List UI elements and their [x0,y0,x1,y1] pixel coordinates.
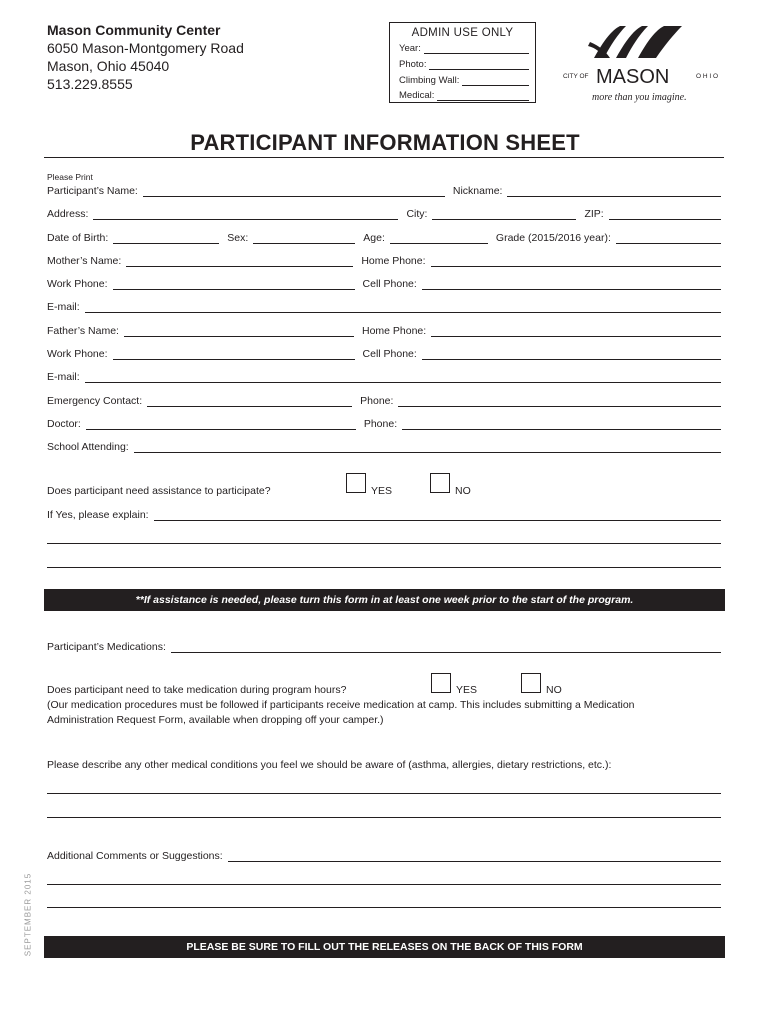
age-field[interactable] [390,235,488,244]
comments-field[interactable] [228,853,721,862]
releases-notice-band: PLEASE BE SURE TO FILL OUT THE RELEASES ON THE BACK OF THIS FORM [44,936,725,958]
doctor-phone-field[interactable] [402,421,721,430]
conditions-line-2[interactable] [47,817,721,818]
emergency-phone-label: Phone: [360,395,394,407]
father-cell-phone-label: Cell Phone: [362,348,417,360]
mother-email-field[interactable] [85,304,721,313]
org-name: Mason Community Center [47,22,221,38]
admin-use-box [389,22,536,103]
row-doctor [47,416,721,430]
page-title: PARTICIPANT INFORMATION SHEET [190,130,580,155]
logo-mason: MASON [596,66,670,88]
father-email-field[interactable] [85,374,721,383]
fathers-name-field[interactable] [124,328,354,337]
doctor-label: Doctor: [47,418,81,430]
mother-home-phone-field[interactable] [431,258,721,267]
medication-no-checkbox[interactable] [521,673,541,693]
mother-cell-phone-label: Cell Phone: [362,278,417,290]
emergency-contact-label: Emergency Contact: [47,395,143,407]
if-yes-field[interactable] [154,512,721,521]
row-if-yes [47,507,721,521]
admin-medical-field[interactable]: Medical: [399,90,529,101]
assistance-yes-label: YES [371,485,393,497]
father-work-phone-label: Work Phone: [47,348,108,360]
medical-conditions-question: Please describe any other medical conditions you feel we should be aware of (asthma, allergies, dietary restrictions, etc.): [47,759,612,771]
title-divider [44,157,724,158]
address-label: Address: [47,208,89,220]
explain-line-2[interactable] [47,567,721,568]
address-line2: Mason, Ohio 45040 [47,58,170,74]
assistance-no-checkbox[interactable] [430,473,450,493]
admin-photo-field[interactable]: Photo: [399,59,529,70]
mother-home-phone-label: Home Phone: [361,255,426,267]
row-mother-email [47,299,721,313]
medication-no-label: NO [546,684,562,696]
conditions-line-1[interactable] [47,793,721,794]
comments-line-2[interactable] [47,907,721,908]
city-label: City: [406,208,428,220]
row-comments [47,848,721,862]
address-line1: 6050 Mason-Montgomery Road [47,40,244,56]
admin-year-field[interactable]: Year: [399,43,529,54]
assistance-question: Does participant need assistance to participate? [47,485,271,497]
nickname-label: Nickname: [452,185,503,197]
zip-label: ZIP: [584,208,604,220]
assistance-notice-band: **If assistance is needed, please turn this form in at least one week prior to the start of the program. [44,589,725,611]
emergency-contact-field[interactable] [147,398,352,407]
org-phone: 513.229.8555 [47,76,133,92]
medication-question: Does participant need to take medication during program hours? [47,684,347,696]
mother-work-phone-field[interactable] [113,281,355,290]
logo-ohio: O H I O [696,73,719,80]
emergency-phone-field[interactable] [398,398,721,407]
dob-label: Date of Birth: [47,232,109,244]
sex-field[interactable] [253,235,355,244]
row-father-email [47,369,721,383]
address-field[interactable] [93,211,398,220]
admin-climbing-field[interactable]: Climbing Wall: [399,75,529,86]
city-of-mason-logo [560,20,730,105]
if-yes-label: If Yes, please explain: [47,509,149,521]
mothers-name-field[interactable] [126,258,353,267]
school-field[interactable] [134,444,721,453]
school-label: School Attending: [47,441,129,453]
row-emergency [47,393,721,407]
grade-field[interactable] [616,235,721,244]
row-medications [47,639,721,653]
nickname-field[interactable] [507,188,721,197]
mother-email-label: E-mail: [47,301,80,313]
please-print-note: Please Print [47,172,93,182]
city-field[interactable] [432,211,576,220]
participant-name-label: Participant’s Name: [47,185,138,197]
medications-label: Participant’s Medications: [47,641,166,653]
doctor-phone-label: Phone: [363,418,398,430]
row-father-work [47,346,721,360]
father-home-phone-label: Home Phone: [361,325,427,337]
father-work-phone-field[interactable] [113,351,355,360]
assistance-yes-checkbox[interactable] [346,473,366,493]
explain-line-1[interactable] [47,543,721,544]
father-email-label: E-mail: [47,371,80,383]
row-dob [47,230,721,244]
medication-note-2: Administration Request Form, available when dropping off your camper.) [47,714,384,726]
row-father [47,323,721,337]
participant-name-field[interactable] [143,188,445,197]
revision-date: SEPTEMBER 2015 [23,872,33,957]
row-mother-work [47,276,721,290]
row-mother [47,253,721,267]
admin-title: ADMIN USE ONLY [411,27,514,39]
dob-field[interactable] [113,235,219,244]
age-label: Age: [363,232,385,244]
grade-label: Grade (2015/2016 year): [495,232,611,244]
medication-note-1: (Our medication procedures must be followed if participants receive medication at camp. This includes submitting a Medication [47,699,635,711]
row-participant [47,183,721,197]
row-address [47,206,721,220]
assistance-no-label: NO [455,485,471,497]
father-cell-phone-field[interactable] [422,351,721,360]
medication-yes-label: YES [456,684,478,696]
mother-work-phone-label: Work Phone: [47,278,108,290]
logo-tagline: more than you imagine. [592,92,687,103]
medications-field[interactable] [171,644,721,653]
mother-cell-phone-field[interactable] [422,281,721,290]
father-home-phone-field[interactable] [431,328,721,337]
fathers-name-label: Father’s Name: [47,325,119,337]
medication-yes-checkbox[interactable] [431,673,451,693]
comments-line-1[interactable] [47,884,721,885]
doctor-field[interactable] [86,421,356,430]
logo-city-of: CITY OF [563,73,589,80]
zip-field[interactable] [609,211,721,220]
mothers-name-label: Mother’s Name: [47,255,122,267]
sex-label: Sex: [227,232,249,244]
row-school [47,439,721,453]
comments-label: Additional Comments or Suggestions: [47,850,223,862]
